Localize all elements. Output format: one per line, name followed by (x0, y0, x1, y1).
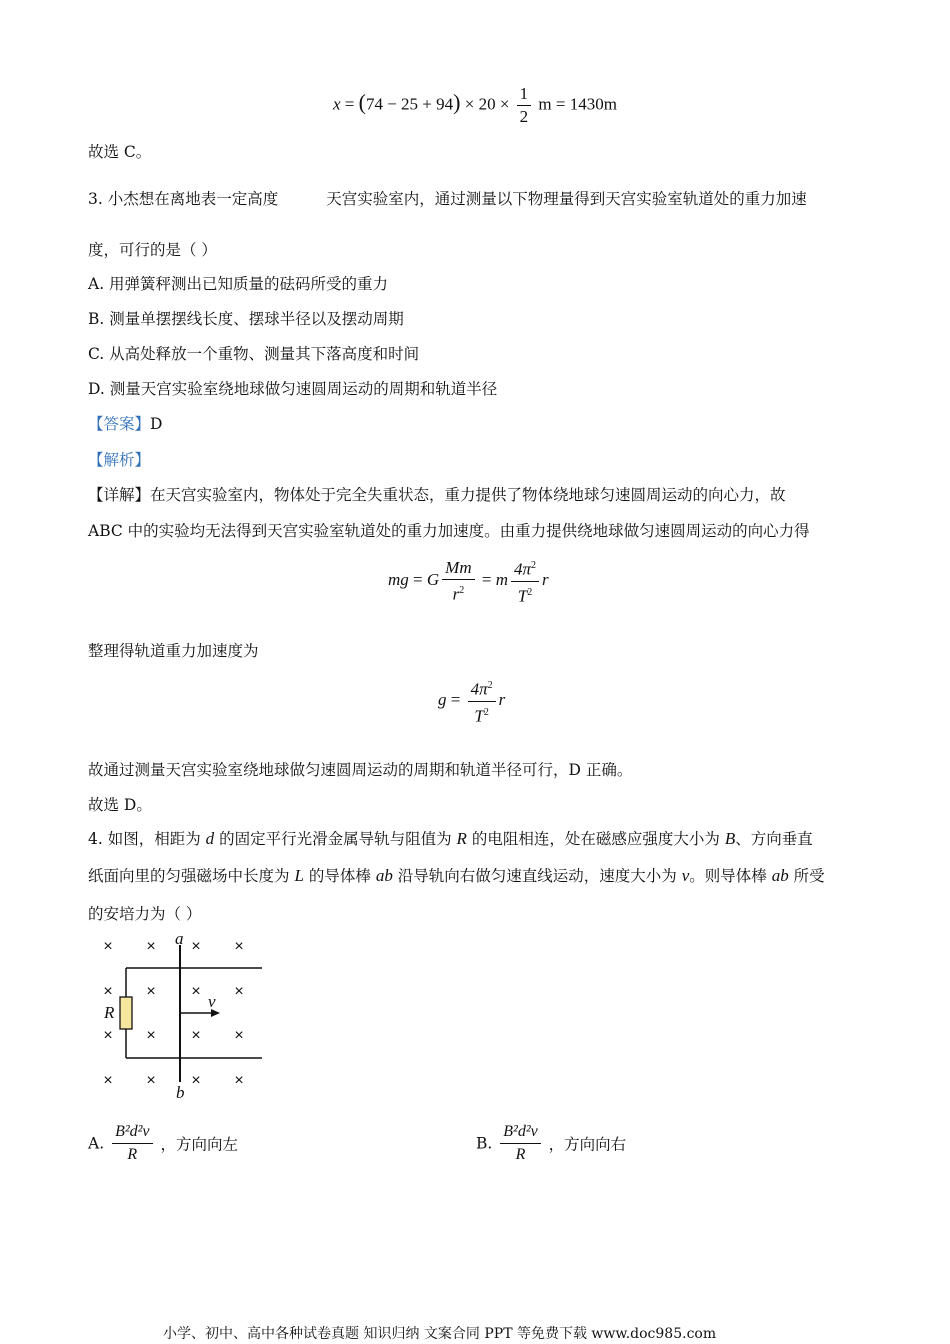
eq2-den-wrap (468, 702, 496, 727)
q4-B: B (724, 829, 736, 848)
label-b: b (176, 1083, 185, 1100)
q3-option-c: C. 从高处释放一个重物、测量其下落高度和时间 (88, 345, 420, 363)
q4-l1b: 的固定平行光滑金属导轨与阻值为 (219, 830, 452, 848)
cross: × (103, 983, 113, 1000)
frac-num: 1 (517, 84, 532, 106)
choice-a-fraction (112, 1122, 152, 1165)
eq-mult: × 20 × (464, 94, 510, 114)
eq1-lhs: mg (388, 570, 409, 590)
cross: × (146, 938, 156, 955)
q4-stem-line1 (88, 829, 813, 849)
q3-stem-line1 (88, 189, 807, 209)
q4-choice-a[interactable] (88, 1122, 238, 1165)
q3-detail-line2: ABC 中的实验均无法得到天宫实验室轨道处的重力加速度。由重力提供绕地球做匀速圆周运动的向心力得 (88, 522, 810, 540)
eq2-den-sup: 2 (483, 706, 489, 718)
q3-option-d: D. 测量天宫实验室绕地球做匀速圆周运动的周期和轨道半径 (88, 380, 498, 398)
eq2-r: r (498, 690, 506, 710)
q4-l2e: 所受 (793, 867, 825, 885)
label-a: a (175, 930, 184, 948)
label-R: R (104, 1003, 115, 1022)
paren-open: ( (358, 89, 366, 115)
eq-lhs: x (333, 94, 341, 114)
cross: × (146, 1027, 156, 1044)
q4-ab: ab (375, 866, 393, 885)
eq2-lhs: g (438, 690, 447, 710)
page-footer: 小学、初中、高中各种试卷真题 知识归纳 文案合同 PPT 等免费下载 www.doc985.com (163, 1326, 717, 1342)
cross: × (234, 983, 244, 1000)
eq1-f2-num-sup: 2 (531, 560, 537, 571)
q3-option-b: B. 测量单摆摆线长度、摆球半径以及摆动周期 (88, 310, 404, 328)
eq1-f2-den-wrap (511, 582, 539, 607)
cross: × (103, 1072, 113, 1089)
eq1-r: r (542, 570, 549, 590)
cross: × (234, 1072, 244, 1089)
q4-l2a: 纸面向里的匀强磁场中长度为 (88, 867, 290, 885)
eq-unit: m (538, 94, 552, 114)
circuit-figure (90, 930, 290, 1100)
eq1-fraction1 (442, 558, 474, 605)
detail-label: 【详解】 (88, 486, 151, 504)
q3-stem-line2: 度，可行的是（ ） (88, 241, 217, 259)
q4-l1a: 4. 如图，相距为 (88, 830, 201, 848)
choice-a-den: R (127, 1146, 138, 1163)
equation-displacement (333, 84, 617, 127)
q4-l2d: 。则导体棒 (689, 867, 767, 885)
answer-label: 【答案】 (88, 415, 151, 433)
eq1-f2-den-sup: 2 (527, 586, 533, 598)
prev-answer: 故选 C。 (88, 143, 152, 161)
q4-v: v (681, 866, 690, 885)
label-v: v (208, 992, 216, 1011)
cross: × (191, 1027, 201, 1044)
cross: × (191, 1072, 201, 1089)
cross: × (103, 1027, 113, 1044)
q3-option-a: A. 用弹簧秤测出已知质量的砝码所受的重力 (88, 275, 389, 293)
eq2-den: T (474, 706, 484, 726)
detail-text1: 在天宫实验室内，物体处于完全失重状态，重力提供了物体绕地球匀速圆周运动的向心力，故 (150, 486, 786, 504)
q3-stem-part1: 3. 小杰想在离地表一定高度 (88, 190, 279, 208)
eq1-f2-den: T (517, 586, 528, 606)
eq1-equals1: = (413, 570, 423, 590)
choice-b-num: B²d²v (500, 1122, 540, 1144)
eq-paren-content: 74 − 25 + 94 (365, 94, 454, 114)
q4-R: R (456, 829, 467, 848)
eq1-f1-den: r (452, 584, 460, 604)
q4-l2c: 沿导轨向右做匀速直线运动，速度大小为 (397, 867, 677, 885)
choice-b-letter: B. (476, 1134, 493, 1153)
resistor (120, 997, 132, 1029)
q3-conclusion: 故通过测量天宫实验室绕地球做匀速圆周运动的周期和轨道半径可行，D 正确。 (88, 761, 633, 779)
eq-equals: = (344, 94, 355, 114)
q4-stem-line2 (88, 866, 825, 886)
eq2-num-wrap (468, 676, 496, 702)
choice-b-text: ，方向向右 (548, 1135, 627, 1154)
eq1-equals2: = (481, 570, 492, 590)
choice-b-fraction (500, 1122, 540, 1165)
answer-value: D (150, 415, 163, 433)
eq1-f1-den-sup: 2 (459, 584, 465, 596)
eq2-equals: = (450, 690, 461, 710)
eq-result: = 1430m (555, 94, 617, 114)
analysis-label: 【解析】 (88, 451, 151, 469)
eq1-fraction2 (511, 556, 539, 606)
cross: × (146, 1072, 156, 1089)
q3-stem-part2: 天宫实验室内，通过测量以下物理量得到天宫实验室轨道处的重力加速 (326, 190, 807, 208)
eq1-m: m (495, 570, 508, 590)
equation-gravity (388, 556, 549, 606)
eq2-fraction (468, 676, 496, 726)
paren-close: ) (453, 89, 461, 115)
q4-l2b: 的导体棒 (308, 867, 371, 885)
equation-g (438, 676, 505, 726)
choice-a-num: B²d²v (112, 1122, 152, 1144)
choice-a-letter: A. (88, 1134, 105, 1153)
cross: × (103, 938, 113, 955)
eq1-G: G (426, 570, 440, 590)
eq1-f1-den-wrap (442, 580, 474, 605)
simplify-text: 整理得轨道重力加速度为 (88, 642, 259, 660)
q4-l1d: 、方向垂直 (735, 830, 813, 848)
eq1-f2-num: 4π (513, 559, 532, 579)
q4-d: d (205, 829, 215, 848)
q4-choice-b[interactable] (476, 1122, 626, 1165)
fraction-half (517, 84, 532, 127)
frac-den: 2 (519, 107, 529, 126)
eq1-f1-num: Mm (442, 558, 474, 580)
cross: × (234, 938, 244, 955)
q4-l1c: 的电阻相连，处在磁感应强度大小为 (471, 830, 720, 848)
eq1-f2-num-wrap (511, 556, 539, 582)
cross: × (191, 983, 201, 1000)
choice-b-den: R (515, 1146, 526, 1163)
q4-L: L (294, 866, 304, 885)
cross: × (191, 938, 201, 955)
q4-ab2: ab (771, 866, 789, 885)
q3-final: 故选 D。 (88, 796, 152, 814)
eq2-num-sup: 2 (487, 680, 493, 691)
choice-a-text: ，方向向左 (160, 1135, 238, 1154)
q3-detail-line1 (88, 485, 786, 505)
q3-answer (88, 414, 162, 434)
cross: × (234, 1027, 244, 1044)
q4-stem-line3: 的安培力为（ ） (88, 905, 202, 923)
cross: × (146, 983, 156, 1000)
eq2-num: 4π (470, 679, 488, 699)
